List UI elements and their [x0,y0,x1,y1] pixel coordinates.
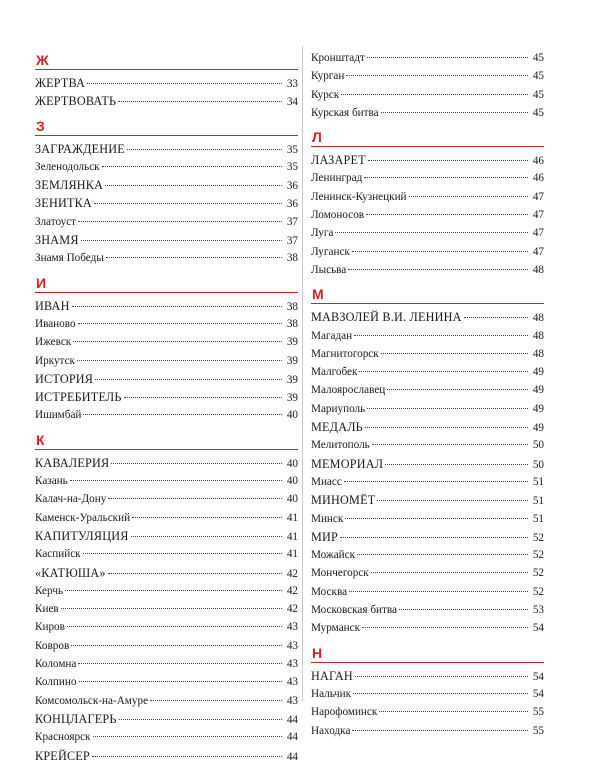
entry-page-number: 34 [286,96,298,109]
index-entry[interactable] [35,655,298,673]
entry-page-number: 47 [532,209,544,222]
entry-term: Малоярославец [311,384,386,397]
entry-term: КАПИТУЛЯЦИЯ [35,528,129,543]
index-letter-section [311,644,544,740]
index-entry[interactable] [311,67,544,85]
index-entry[interactable] [311,224,544,242]
dot-leader [72,306,282,307]
dot-leader [365,427,528,428]
dot-leader [353,693,528,694]
dot-leader [73,341,282,342]
dot-leader [83,414,282,415]
dot-leader [78,221,282,222]
index-entry[interactable] [311,363,544,381]
dot-leader [77,360,282,361]
dot-leader [70,480,282,481]
dot-leader [102,166,282,167]
index-entry[interactable] [311,327,544,345]
dot-leader [381,112,528,113]
entry-page-number: 54 [532,670,544,683]
dot-leader [124,397,282,398]
entry-term: Комсомольск-на-Амуре [35,694,149,707]
entry-page-number: 47 [532,227,544,240]
index-letter-section [311,49,544,122]
index-entry[interactable] [35,728,298,746]
entry-page-number: 38 [286,317,298,330]
index-entry[interactable] [35,527,298,545]
entry-page-number: 43 [286,621,298,634]
dot-leader [348,269,528,270]
index-column-right [311,49,544,740]
entry-term: Ломоносов [311,209,365,222]
index-column-left [35,51,298,765]
section-letter-heading: К [35,431,298,450]
entry-page-number: 49 [532,402,544,415]
index-letter-section [35,274,298,425]
index-entry[interactable] [311,243,544,261]
entry-term: Ижевск [35,336,72,349]
entry-page-number: 49 [532,384,544,397]
entry-term: Кронштадт [311,52,365,64]
entry-page-number: 45 [532,52,544,64]
entry-term: Нарофоминск [311,706,378,719]
entry-page-number: 52 [532,531,544,544]
index-entry[interactable] [35,490,298,508]
entry-term: Иркутск [35,354,75,367]
entry-term: Ишимбай [35,409,82,422]
section-letter-heading: М [311,285,544,304]
dot-leader [150,700,282,701]
dot-leader [81,240,282,241]
entry-term: Мариуполь [311,402,366,415]
entry-page-number: 47 [532,190,544,203]
dot-leader [87,83,282,84]
dot-leader [340,537,528,538]
index-entry[interactable] [35,231,298,249]
entry-term: Москва [311,585,348,598]
dot-leader [93,736,283,737]
entry-page-number: 45 [532,70,544,83]
section-letter-heading: Н [311,644,544,663]
dot-leader [364,177,528,178]
entry-page-number: 51 [532,512,544,525]
dot-leader [349,591,528,592]
index-letter-section [35,51,298,111]
entry-term: МАВЗОЛЕЙ В.И. ЛЕНИНА [311,310,462,325]
index-letter-section [311,285,544,637]
dot-leader [345,518,528,519]
index-entry[interactable] [311,510,544,528]
entry-term: Минск [311,512,344,525]
entry-page-number: 42 [286,584,298,597]
entry-term: Мелитополь [311,439,370,452]
dot-leader [79,681,283,682]
entry-term: Ковров [35,639,70,652]
dot-leader [354,335,528,336]
dot-leader [71,645,282,646]
entry-term: Луга [311,227,334,240]
entry-term: Керчь [35,584,64,597]
index-entry[interactable] [311,49,544,67]
entry-term: Киев [35,603,59,616]
entry-term: Лысьва [311,263,347,276]
dot-leader [78,323,282,324]
entry-page-number: 37 [286,235,298,248]
entry-term: Калач-на-Дону [35,493,107,506]
entry-page-number: 48 [532,347,544,360]
entry-term: Красноярск [35,731,91,744]
index-entry[interactable] [311,86,544,104]
index-entry[interactable] [311,619,544,637]
entry-page-number: 43 [286,694,298,707]
entry-page-number: 36 [286,180,298,193]
entry-term: Московская битва [311,604,397,617]
entry-term: Зеленодольск [35,160,100,173]
entry-term: Мурманск [311,622,361,635]
entry-page-number: 54 [532,622,544,635]
entry-page-number: 40 [286,493,298,506]
entry-term: Магадан [311,329,353,342]
index-entry[interactable] [311,703,544,721]
dot-leader [95,379,282,380]
entry-page-number: 38 [286,300,298,313]
entry-term: Луганск [311,245,350,258]
index-entry[interactable] [35,213,298,231]
index-entry[interactable] [35,370,298,388]
dot-leader [111,463,282,464]
entry-page-number: 36 [286,198,298,211]
dot-leader [385,464,528,465]
entry-page-number: 54 [532,687,544,700]
entry-page-number: 39 [286,336,298,349]
entry-page-number: 52 [532,585,544,598]
index-entry[interactable] [311,583,544,601]
entry-page-number: 44 [286,731,298,744]
dot-leader [335,232,528,233]
entry-term: МИР [311,529,339,544]
section-letter-heading: И [35,274,298,293]
entry-term: ЛАЗАРЕТ [311,153,366,168]
index-entry[interactable] [311,206,544,224]
entry-term: КОНЦЛАГЕРЬ [35,711,117,726]
dot-leader [341,94,528,95]
entry-term: ИСТОРИЯ [35,371,94,386]
entry-term: Каменск-Уральский [35,511,131,524]
dot-leader [381,353,528,354]
entry-page-number: 48 [532,329,544,342]
index-entry[interactable] [311,381,544,399]
index-entry[interactable] [311,722,544,740]
entry-page-number: 50 [532,458,544,471]
dot-leader [368,160,528,161]
entry-term: ИВАН [35,298,70,313]
index-entry[interactable] [35,509,298,527]
entry-page-number: 43 [286,639,298,652]
entry-page-number: 50 [532,439,544,452]
entry-term: МЕДАЛЬ [311,420,363,435]
entry-term: Киров [35,621,65,634]
index-entry[interactable] [311,188,544,206]
entry-page-number: 37 [286,215,298,228]
section-letter-heading: З [35,117,298,136]
index-entry[interactable] [311,261,544,279]
entry-page-number: 53 [532,604,544,617]
dot-leader [352,251,528,252]
index-entry[interactable] [35,176,298,194]
entry-term: ЗЕНИТКА [35,196,92,211]
index-entry[interactable] [35,140,298,158]
dot-leader [132,517,282,518]
entry-term: Курск [311,88,340,101]
dot-leader [346,75,528,76]
dot-leader [359,371,528,372]
index-entry[interactable] [35,74,298,92]
dot-leader [409,196,528,197]
entry-term: Каспийск [35,548,81,561]
entry-page-number: 42 [286,603,298,616]
dot-leader [83,553,282,554]
index-entry[interactable] [35,545,298,563]
entry-term: Мончегорск [311,567,369,580]
entry-page-number: 51 [532,495,544,508]
index-entry[interactable] [35,297,298,315]
dot-leader [131,536,282,537]
index-entry[interactable] [35,472,298,490]
index-entry[interactable] [35,406,298,424]
dot-leader [108,573,282,574]
index-entry[interactable] [311,308,544,326]
entry-page-number: 40 [286,475,298,488]
entry-term: Златоуст [35,215,77,228]
entry-term: Ленинск-Кузнецкий [311,190,407,203]
entry-page-number: 41 [286,511,298,524]
dot-leader [399,609,528,610]
index-entry[interactable] [35,388,298,406]
dot-leader [119,719,282,720]
section-letter-heading: Ж [35,51,298,70]
index-entry[interactable] [311,400,544,418]
dot-leader [118,101,282,102]
entry-page-number: 42 [286,567,298,580]
index-entry[interactable] [35,454,298,472]
entry-page-number: 55 [532,706,544,719]
dot-leader [92,756,282,757]
entry-page-number: 44 [286,750,298,763]
index-entry[interactable] [35,249,298,267]
index-entry[interactable] [35,618,298,636]
entry-page-number: 41 [286,548,298,561]
entry-term: ЖЕРТВОВАТЬ [35,94,117,109]
entry-page-number: 46 [532,155,544,168]
entry-page-number: 51 [532,475,544,488]
index-entry[interactable] [35,158,298,176]
entry-term: НАГАН [311,668,353,683]
entry-term: Миасс [311,475,342,488]
index-entry[interactable] [311,564,544,582]
dot-leader [464,317,528,318]
entry-page-number: 49 [532,366,544,379]
index-entry[interactable] [35,352,298,370]
entry-page-number: 39 [286,392,298,405]
dot-leader [372,444,528,445]
entry-term: Курская битва [311,106,379,119]
index-entry[interactable] [35,564,298,582]
dot-leader [367,57,528,58]
index-entry[interactable] [311,104,544,122]
entry-page-number: 45 [532,106,544,119]
entry-page-number: 44 [286,713,298,726]
dot-leader [367,408,528,409]
index-entry[interactable] [311,418,544,436]
entry-page-number: 33 [286,78,298,90]
entry-term: Находка [311,724,351,737]
entry-term: МЕМОРИАЛ [311,456,384,471]
entry-term: Малгобек [311,366,358,379]
entry-page-number: 39 [286,373,298,386]
index-entry[interactable] [311,151,544,169]
entry-term: МИНОМЁТ [311,493,376,508]
index-entry[interactable] [35,582,298,600]
index-entry[interactable] [35,92,298,110]
index-entry[interactable] [35,692,298,710]
index-entry[interactable] [311,667,544,685]
index-entry[interactable] [35,194,298,212]
index-letter-section [311,128,544,279]
dot-leader [78,663,282,664]
entry-term: Коломна [35,658,77,671]
entry-page-number: 46 [532,172,544,185]
entry-page-number: 48 [532,263,544,276]
entry-page-number: 48 [532,312,544,325]
dot-leader [366,214,528,215]
index-entry[interactable] [311,436,544,454]
entry-term: Курган [311,70,345,83]
dot-leader [387,389,528,390]
dot-leader [352,730,528,731]
dot-leader [355,676,528,677]
entry-term: ЗНАМЯ [35,233,79,248]
index-entry[interactable] [311,685,544,703]
index-entry[interactable] [35,673,298,691]
entry-page-number: 43 [286,658,298,671]
column-divider [302,46,303,701]
entry-term: КАВАЛЕРИЯ [35,455,110,470]
index-entry[interactable] [311,491,544,509]
index-entry[interactable] [311,455,544,473]
entry-page-number: 55 [532,724,544,737]
dot-leader [67,626,282,627]
entry-page-number: 39 [286,354,298,367]
dot-leader [65,590,282,591]
entry-term: ЗЕМЛЯНКА [35,178,104,193]
dot-leader [371,572,528,573]
index-entry[interactable] [311,601,544,619]
entry-page-number: 52 [532,567,544,580]
dot-leader [94,203,282,204]
dot-leader [377,500,528,501]
entry-term: Иваново [35,317,76,330]
index-entry[interactable] [35,333,298,351]
entry-page-number: 47 [532,245,544,258]
entry-term: Можайск [311,549,356,562]
entry-term: КРЕЙСЕР [35,748,90,763]
dot-leader [108,498,282,499]
entry-page-number: 35 [286,143,298,156]
entry-term: Ленинград [311,172,363,185]
index-entry[interactable] [311,546,544,564]
entry-term: Знамя Победы [35,252,104,265]
dot-leader [61,608,282,609]
entry-term: Казань [35,475,68,488]
index-letter-section [35,431,298,765]
entry-page-number: 38 [286,252,298,265]
entry-page-number: 40 [286,457,298,470]
entry-page-number: 40 [286,409,298,422]
dot-leader [344,481,528,482]
index-entry[interactable] [35,315,298,333]
index-entry[interactable] [311,528,544,546]
dot-leader [362,627,528,628]
index-letter-section [35,117,298,268]
entry-term: ЖЕРТВА [35,76,86,90]
index-entry[interactable] [311,473,544,491]
entry-term: ЗАГРАЖДЕНИЕ [35,141,125,156]
dot-leader [105,185,282,186]
entry-term: «КАТЮША» [35,565,106,580]
dot-leader [357,554,528,555]
entry-page-number: 52 [532,549,544,562]
entry-term: ИСТРЕБИТЕЛЬ [35,390,122,405]
entry-page-number: 45 [532,88,544,101]
entry-page-number: 41 [286,530,298,543]
entry-term: Колпино [35,676,77,689]
entry-page-number: 43 [286,676,298,689]
entry-page-number: 35 [286,160,298,173]
dot-leader [379,711,528,712]
index-entry[interactable] [35,600,298,618]
section-letter-heading: Л [311,128,544,147]
index-entry[interactable] [311,169,544,187]
entry-term: Магнитогорск [311,347,379,360]
dot-leader [127,149,282,150]
index-entry[interactable] [35,637,298,655]
entry-term: Нальчик [311,687,352,700]
index-entry[interactable] [311,345,544,363]
dot-leader [106,257,282,258]
index-entry[interactable] [35,747,298,765]
index-entry[interactable] [35,710,298,728]
entry-page-number: 49 [532,422,544,435]
